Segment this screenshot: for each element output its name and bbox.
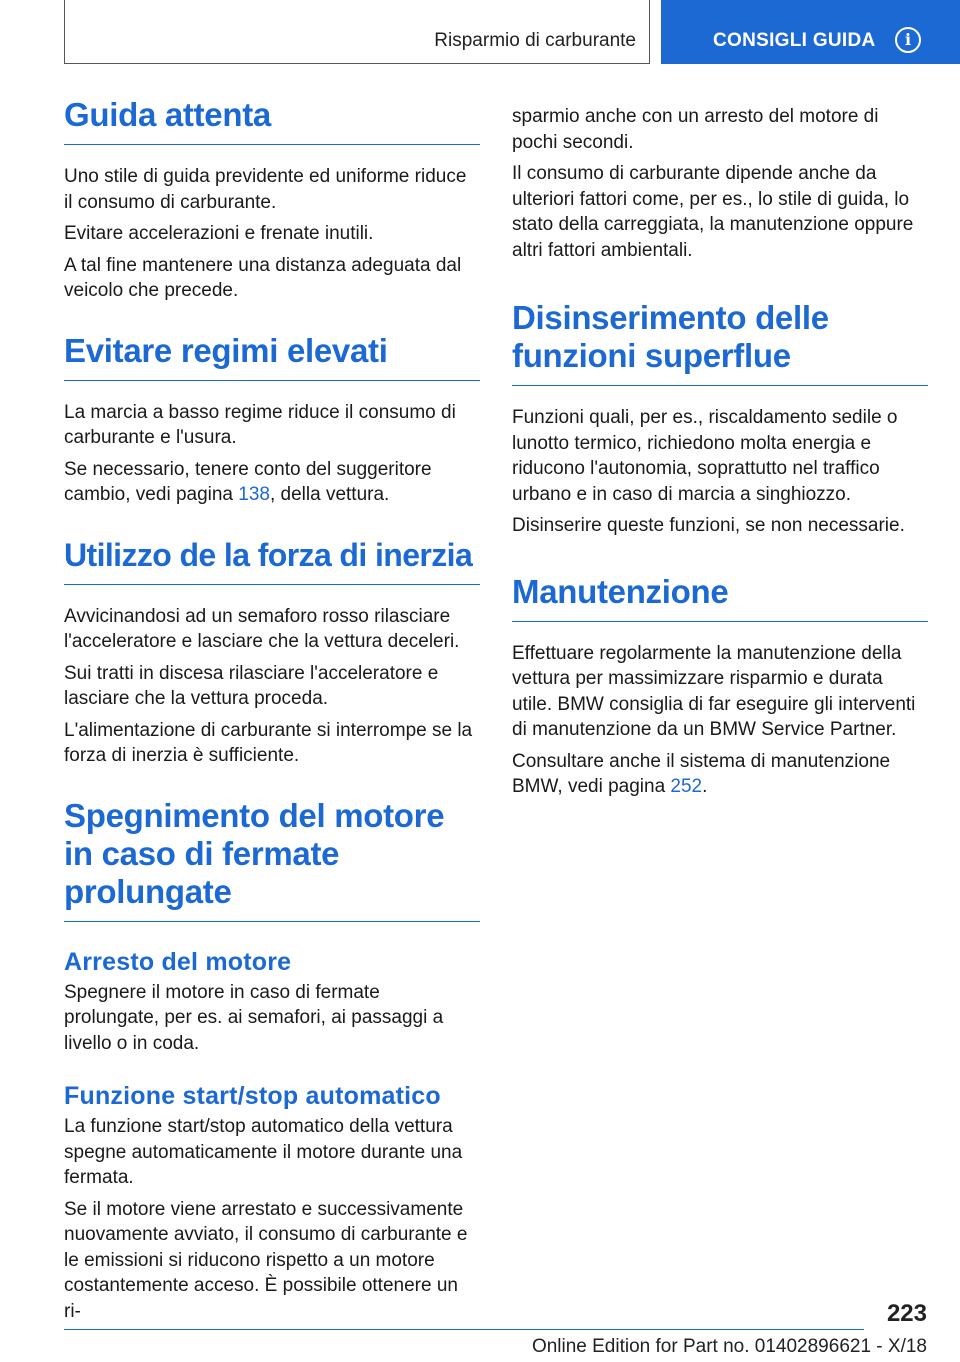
paragraph: Uno stile di guida previdente ed uniforme riduce il consumo di carburante. — [64, 166, 467, 213]
header-section-title: Risparmio di carburante — [434, 30, 636, 51]
paragraph: Avvicinandosi ad un semaforo rosso rilasciare l'acceleratore e lasciare che la vettura deceleri. — [64, 605, 460, 652]
section-evitare-regimi-elevati — [64, 332, 480, 508]
paragraph: A tal fine mantenere una distanza adeguata dal veicolo che precede. — [64, 254, 462, 301]
paragraph: La funzione start/stop automatico della vettura spegne automaticamente il motore durante una fermata. — [64, 1116, 463, 1188]
info-icon[interactable]: i — [895, 27, 921, 53]
section-title: Utilizzo de la forza di inerzia — [64, 536, 480, 585]
page-link-252[interactable]: 252 — [670, 776, 703, 797]
section-spegnimento-motore — [64, 797, 480, 1325]
header-bottom-rule — [64, 63, 650, 64]
section-forza-di-inerzia — [64, 536, 480, 769]
right-column — [512, 104, 928, 806]
text: . — [702, 776, 708, 797]
header-chapter-tab[interactable] — [661, 0, 960, 64]
text: Se necessario, tenere conto del suggeritore cambio, vedi pagina — [64, 458, 432, 505]
paragraph: Disinserire queste funzioni, se non necessarie. — [512, 515, 905, 536]
section-title: Evitare regimi elevati — [64, 332, 480, 381]
page-link-138[interactable]: 138 — [238, 484, 270, 505]
paragraph: sparmio anche con un arresto del motore di pochi secondi. — [512, 106, 879, 153]
footer-edition: Online Edition for Part no. 01402896621 - X/18 — [531, 1336, 927, 1357]
paragraph: Il consumo di carburante dipende anche da ulteriori fattori come, per es., lo stile di guida, lo stato della carreggiata, la manutenzione oppure altri fattori ambientali. — [512, 163, 914, 261]
page-number: 223 — [886, 1300, 927, 1327]
paragraph: Sui tratti in discesa rilasciare l'acceleratore e lasciare che la vettura proceda. — [64, 662, 439, 709]
paragraph: Spegnere il motore in caso di fermate prolungate, per es. ai semafori, ai passaggi a livello o in coda. — [64, 981, 444, 1054]
paragraph — [512, 749, 928, 800]
section-guida-attenta — [64, 96, 480, 304]
paragraph: La marcia a basso regime riduce il consumo di carburante e l'usura. — [64, 401, 456, 448]
text: , della vettura. — [269, 484, 390, 505]
left-column — [64, 96, 480, 1330]
paragraph: Funzioni quali, per es., riscaldamento sedile o lunotto termico, richiedono molta energia e riducono l'autonomia, soprattutto nel traffico urbano e in caso di marcia a singhiozzo. — [512, 407, 898, 505]
paragraph — [64, 457, 480, 508]
footer-rule — [64, 1329, 864, 1330]
section-title: Disinserimento delle funzioni superflue — [512, 299, 928, 386]
section-title: Manutenzione — [512, 573, 928, 622]
header-right-rule — [649, 0, 650, 64]
section-continuation — [512, 104, 928, 263]
section-disinserimento-funzioni — [512, 299, 928, 539]
paragraph: Evitare accelerazioni e frenate inutili. — [64, 223, 374, 244]
section-title: Guida attenta — [64, 96, 480, 145]
subsection-title: Funzione start/stop automatico — [64, 1082, 441, 1110]
section-title: Spegnimento del motore in caso di fermate prolungate — [64, 797, 480, 922]
text: Consultare anche il sistema di manutenzione BMW, vedi pagina — [512, 750, 891, 797]
paragraph: Effettuare regolarmente la manutenzione della vettura per massimizzare risparmio e durata utile. BMW consiglia di far eseguire gli interventi di manutenzione da un BMW Service Partner. — [512, 642, 916, 740]
section-manutenzione — [512, 573, 928, 800]
header-left-rule — [64, 0, 65, 64]
paragraph: Se il motore viene arrestato e successivamente nuovamente avviato, il consumo di carburante e le emissioni si riducono rispetto a un motore costantemente acceso. È possibile ottenere un ri- — [64, 1198, 468, 1322]
paragraph: L'alimentazione di carburante si interrompe se la forza di inerzia è sufficiente. — [64, 719, 473, 766]
header-chapter-label: CONSIGLI GUIDA — [713, 30, 876, 51]
subsection-title: Arresto del motore — [64, 947, 292, 976]
